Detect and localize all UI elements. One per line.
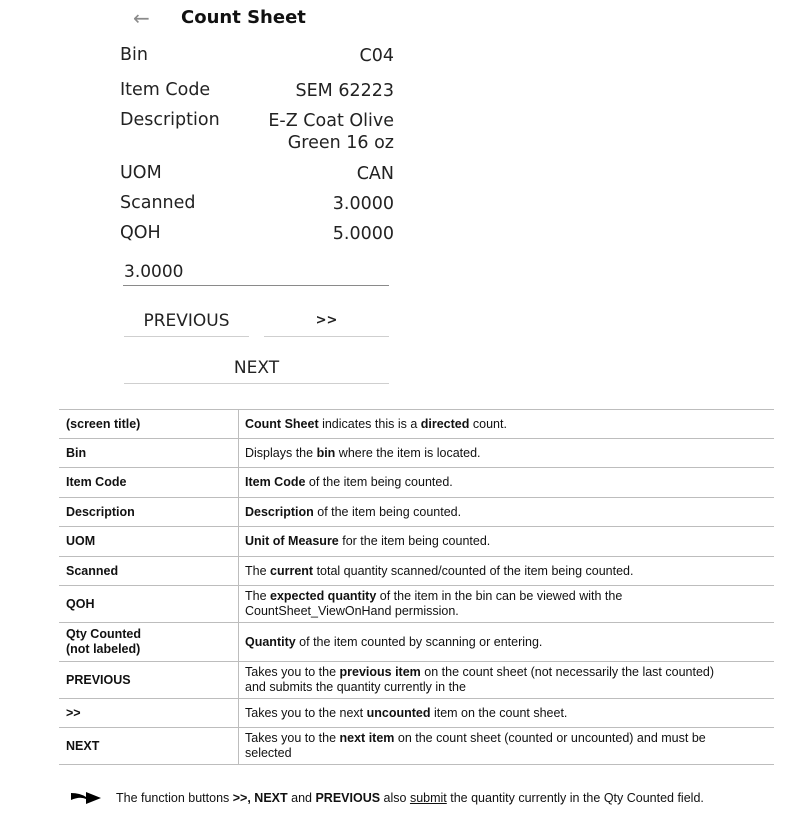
footnote: [70, 788, 704, 808]
table-definition: Description of the item being counted.: [239, 498, 775, 527]
table-definition: Quantity of the item counted by scanning or entering.: [239, 623, 775, 662]
table-term: Description: [59, 498, 239, 527]
table-term: PREVIOUS: [59, 662, 239, 699]
description-label: Description: [120, 110, 220, 130]
skip-button[interactable]: >>: [264, 305, 389, 337]
next-button[interactable]: NEXT: [124, 352, 389, 384]
page-title: Count Sheet: [181, 7, 306, 28]
table-definition: Unit of Measure for the item being counted.: [239, 527, 775, 557]
table-row: [59, 410, 774, 439]
table-term: NEXT: [59, 728, 239, 765]
table-definition: The expected quantity of the item in the bin can be viewed with the CountSheet_ViewOnHand permission.: [239, 586, 775, 623]
table-row: [59, 728, 774, 765]
footnote-text: The function buttons >>, NEXT and PREVIOUS also submit the quantity currently in the Qty Counted field.: [116, 791, 704, 805]
bin-value: C04: [359, 46, 394, 66]
table-row: [59, 699, 774, 728]
table-definition: Displays the bin where the item is located.: [239, 439, 775, 468]
table-row: [59, 662, 774, 699]
item-code-label: Item Code: [120, 80, 211, 100]
table-row: [59, 468, 774, 498]
table-row: [59, 498, 774, 527]
table-term: (screen title): [59, 410, 239, 439]
uom-value: CAN: [356, 164, 394, 184]
description-value-line1: E-Z Coat Olive: [268, 111, 394, 131]
table-term: QOH: [59, 586, 239, 623]
table-row: [59, 623, 774, 662]
previous-button[interactable]: PREVIOUS: [124, 305, 249, 337]
qoh-value: 5.0000: [332, 224, 394, 244]
table-row: [59, 527, 774, 557]
count-sheet-screen: [0, 0, 786, 400]
table-definition: Takes you to the previous item on the count sheet (not necessarily the last counted) and submits the quantity currently in the: [239, 662, 775, 699]
table-term: Item Code: [59, 468, 239, 498]
description-value-line2: Green 16 oz: [287, 133, 394, 153]
table-term: Bin: [59, 439, 239, 468]
table-definition: The current total quantity scanned/counted of the item being counted.: [239, 557, 775, 586]
description-value: [268, 110, 394, 154]
table-row: [59, 557, 774, 586]
table-term: Scanned: [59, 557, 239, 586]
table-term: UOM: [59, 527, 239, 557]
field-description-table: [59, 409, 774, 765]
table-term: Qty Counted (not labeled): [59, 623, 239, 662]
table-definition: Item Code of the item being counted.: [239, 468, 775, 498]
arrow-left-icon[interactable]: ←: [133, 6, 150, 30]
scanned-value: 3.0000: [332, 194, 394, 214]
table-row: [59, 586, 774, 623]
item-code-value: SEM 62223: [295, 81, 394, 101]
qoh-label: QOH: [120, 223, 161, 243]
table-term: >>: [59, 699, 239, 728]
qty-counted-input[interactable]: [123, 258, 389, 286]
table-definition: Takes you to the next item on the count sheet (counted or uncounted) and must be selected: [239, 728, 775, 765]
table-row: [59, 439, 774, 468]
uom-label: UOM: [120, 163, 162, 183]
scanned-label: Scanned: [120, 193, 196, 213]
table-definition: Takes you to the next uncounted item on the count sheet.: [239, 699, 775, 728]
table-definition: Count Sheet indicates this is a directed count.: [239, 410, 775, 439]
right-arrow-icon: [70, 788, 102, 808]
bin-label: Bin: [120, 45, 148, 65]
